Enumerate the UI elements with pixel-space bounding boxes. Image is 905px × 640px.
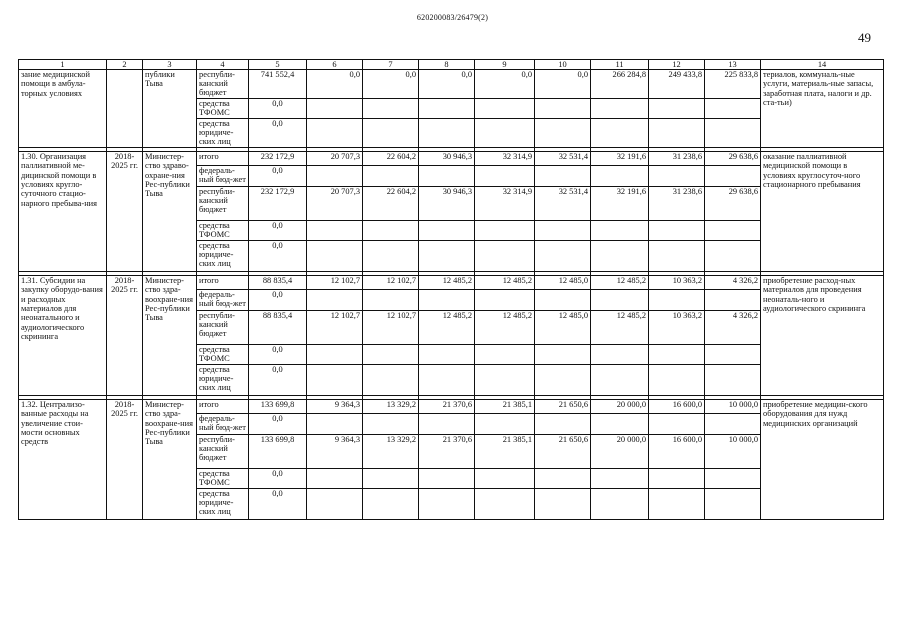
amount-cell (591, 468, 649, 488)
amount-cell (535, 468, 591, 488)
amount-cell (419, 165, 475, 186)
funding-source-cell: федераль-ный бюд-жет (197, 289, 249, 310)
amount-cell (475, 98, 535, 118)
amount-cell (307, 488, 363, 519)
column-number-cell: 12 (649, 60, 705, 70)
amount-cell: 0,0 (419, 70, 475, 99)
funding-source-cell: республи-канский бюджет (197, 186, 249, 220)
amount-cell (475, 289, 535, 310)
executor-cell: публики Тыва (143, 70, 197, 148)
amount-cell (307, 118, 363, 147)
amount-cell (591, 413, 649, 434)
amount-cell: 32 314,9 (475, 151, 535, 165)
amount-cell (307, 364, 363, 395)
amount-cell: 88 835,4 (249, 310, 307, 344)
amount-cell (363, 98, 419, 118)
amount-cell: 21 385,1 (475, 434, 535, 468)
amount-cell (535, 220, 591, 240)
funding-source-cell: итого (197, 151, 249, 165)
page-number: 49 (858, 30, 871, 45)
amount-cell (363, 468, 419, 488)
funding-source-cell: средства ТФОМС (197, 344, 249, 364)
table-row (19, 70, 884, 99)
amount-cell (307, 413, 363, 434)
amount-cell: 12 102,7 (363, 275, 419, 289)
amount-cell: 4 326,2 (705, 275, 761, 289)
amount-cell (649, 220, 705, 240)
result-cell: приобретение расход-ных материалов для проведения неонаталь-ного и аудиологического скрининга (761, 275, 884, 395)
amount-cell (475, 220, 535, 240)
amount-cell: 232 172,9 (249, 186, 307, 220)
amount-cell: 0,0 (249, 220, 307, 240)
column-number-cell: 1 (19, 60, 107, 70)
table-row (19, 151, 884, 165)
funding-source-cell: средства юридиче-ских лиц (197, 488, 249, 519)
funding-source-cell: средства юридиче-ских лиц (197, 240, 249, 271)
amount-cell (363, 413, 419, 434)
amount-cell: 13 329,2 (363, 399, 419, 413)
executor-cell: Министер-ство здраво-охране-ния Рес-публики Тыва (143, 151, 197, 271)
amount-cell: 31 238,6 (649, 151, 705, 165)
amount-cell: 10 000,0 (705, 399, 761, 413)
result-cell: приобретение медицин-ского оборудования для нужд медицинских организаций (761, 399, 884, 519)
amount-cell (363, 220, 419, 240)
amount-cell (535, 118, 591, 147)
amount-cell (363, 118, 419, 147)
amount-cell (705, 220, 761, 240)
funding-source-cell: республи-канский бюджет (197, 310, 249, 344)
amount-cell (705, 118, 761, 147)
amount-cell: 232 172,9 (249, 151, 307, 165)
amount-cell (705, 240, 761, 271)
amount-cell: 29 638,6 (705, 151, 761, 165)
column-number-cell: 14 (761, 60, 884, 70)
column-number-cell: 5 (249, 60, 307, 70)
amount-cell: 0,0 (475, 70, 535, 99)
amount-cell: 29 638,6 (705, 186, 761, 220)
amount-cell (535, 413, 591, 434)
amount-cell: 0,0 (249, 240, 307, 271)
amount-cell (419, 488, 475, 519)
amount-cell: 20 707,3 (307, 151, 363, 165)
amount-cell (535, 240, 591, 271)
amount-cell (535, 344, 591, 364)
amount-cell (705, 289, 761, 310)
amount-cell: 12 485,0 (535, 310, 591, 344)
amount-cell: 0,0 (307, 70, 363, 99)
amount-cell: 12 485,2 (591, 310, 649, 344)
amount-cell (649, 468, 705, 488)
amount-cell (705, 468, 761, 488)
amount-cell (475, 468, 535, 488)
amount-cell: 12 485,2 (419, 310, 475, 344)
amount-cell (591, 220, 649, 240)
amount-cell (307, 98, 363, 118)
amount-cell: 12 102,7 (307, 275, 363, 289)
amount-cell (705, 165, 761, 186)
amount-cell: 20 000,0 (591, 434, 649, 468)
amount-cell (591, 165, 649, 186)
result-cell: оказание паллиативной медицинской помощи в условиях круглосуточ-ного стационарного пребывания (761, 151, 884, 271)
amount-cell: 0,0 (249, 165, 307, 186)
amount-cell (419, 240, 475, 271)
amount-cell (535, 364, 591, 395)
amount-cell: 12 485,2 (419, 275, 475, 289)
amount-cell (591, 118, 649, 147)
amount-cell (705, 364, 761, 395)
amount-cell (475, 165, 535, 186)
amount-cell: 22 604,2 (363, 151, 419, 165)
amount-cell: 266 284,8 (591, 70, 649, 99)
amount-cell: 0,0 (363, 70, 419, 99)
amount-cell (363, 240, 419, 271)
amount-cell: 0,0 (249, 118, 307, 147)
amount-cell (649, 488, 705, 519)
amount-cell: 12 485,2 (591, 275, 649, 289)
column-number-cell: 6 (307, 60, 363, 70)
amount-cell: 9 364,3 (307, 399, 363, 413)
amount-cell: 10 000,0 (705, 434, 761, 468)
activity-cell: 1.31. Субсидии на закупку оборудо-вания и расходных материалов для неонатального и аудиологического скрининга (19, 275, 107, 395)
amount-cell (419, 118, 475, 147)
amount-cell (705, 413, 761, 434)
result-cell: териалов, коммуналь-ные услуги, материаль-ные запасы, заработная плата, налоги и др. ста-тьи) (761, 70, 884, 148)
amount-cell: 21 650,6 (535, 399, 591, 413)
activity-cell: зание медицинской помощи в амбула-торных условиях (19, 70, 107, 148)
amount-cell (705, 98, 761, 118)
amount-cell (363, 364, 419, 395)
amount-cell (419, 468, 475, 488)
amount-cell (475, 364, 535, 395)
amount-cell: 0,0 (535, 70, 591, 99)
column-number-cell: 3 (143, 60, 197, 70)
amount-cell: 88 835,4 (249, 275, 307, 289)
amount-cell (419, 344, 475, 364)
amount-cell (475, 413, 535, 434)
amount-cell: 133 699,8 (249, 399, 307, 413)
activity-cell: 1.32. Централизо-ванные расходы на увеличение стои-мости основных средств (19, 399, 107, 519)
amount-cell (363, 344, 419, 364)
amount-cell: 0,0 (249, 289, 307, 310)
amount-cell: 0,0 (249, 98, 307, 118)
amount-cell: 16 600,0 (649, 399, 705, 413)
column-number-cell: 13 (705, 60, 761, 70)
amount-cell (591, 98, 649, 118)
amount-cell: 133 699,8 (249, 434, 307, 468)
amount-cell (591, 289, 649, 310)
funding-source-cell: республи-канский бюджет (197, 434, 249, 468)
amount-cell: 249 433,8 (649, 70, 705, 99)
period-cell: 2018-2025 гг. (107, 275, 143, 395)
column-number-row (19, 60, 884, 70)
funding-source-cell: средства юридиче-ских лиц (197, 364, 249, 395)
amount-cell (307, 344, 363, 364)
amount-cell (307, 289, 363, 310)
document-id: 620200083/26479(2) (416, 13, 489, 22)
amount-cell (419, 289, 475, 310)
amount-cell (705, 344, 761, 364)
amount-cell (307, 220, 363, 240)
amount-cell (535, 289, 591, 310)
column-number-cell: 9 (475, 60, 535, 70)
period-cell: 2018-2025 гг. (107, 151, 143, 271)
amount-cell: 0,0 (249, 413, 307, 434)
column-number-cell: 7 (363, 60, 419, 70)
table-row (19, 275, 884, 289)
amount-cell (591, 344, 649, 364)
amount-cell: 0,0 (249, 488, 307, 519)
amount-cell: 21 385,1 (475, 399, 535, 413)
amount-cell: 13 329,2 (363, 434, 419, 468)
column-number-cell: 4 (197, 60, 249, 70)
period-cell: 2018-2025 гг. (107, 399, 143, 519)
amount-cell: 0,0 (249, 468, 307, 488)
amount-cell (419, 220, 475, 240)
amount-cell: 12 485,0 (535, 275, 591, 289)
amount-cell: 21 650,6 (535, 434, 591, 468)
amount-cell: 32 314,9 (475, 186, 535, 220)
amount-cell: 12 485,2 (475, 310, 535, 344)
amount-cell (307, 165, 363, 186)
amount-cell (307, 468, 363, 488)
funding-source-cell: федераль-ный бюд-жет (197, 165, 249, 186)
amount-cell: 20 000,0 (591, 399, 649, 413)
column-number-cell: 2 (107, 60, 143, 70)
amount-cell: 10 363,2 (649, 275, 705, 289)
funding-source-cell: республи-канский бюджет (197, 70, 249, 99)
amount-cell: 0,0 (249, 364, 307, 395)
amount-cell: 32 531,4 (535, 151, 591, 165)
amount-cell: 12 102,7 (363, 310, 419, 344)
amount-cell (535, 165, 591, 186)
amount-cell: 741 552,4 (249, 70, 307, 99)
amount-cell (649, 413, 705, 434)
amount-cell: 9 364,3 (307, 434, 363, 468)
amount-cell (475, 118, 535, 147)
amount-cell (363, 165, 419, 186)
amount-cell: 21 370,6 (419, 434, 475, 468)
amount-cell (475, 488, 535, 519)
budget-table (18, 59, 884, 520)
funding-source-cell: средства ТФОМС (197, 98, 249, 118)
amount-cell: 30 946,3 (419, 151, 475, 165)
amount-cell: 12 102,7 (307, 310, 363, 344)
amount-cell: 31 238,6 (649, 186, 705, 220)
amount-cell (591, 240, 649, 271)
amount-cell (475, 344, 535, 364)
amount-cell: 225 833,8 (705, 70, 761, 99)
amount-cell (705, 488, 761, 519)
amount-cell (591, 488, 649, 519)
amount-cell (363, 289, 419, 310)
executor-cell: Министер-ство здра-воохране-ния Рес-публики Тыва (143, 399, 197, 519)
funding-source-cell: итого (197, 399, 249, 413)
amount-cell: 16 600,0 (649, 434, 705, 468)
amount-cell (649, 289, 705, 310)
amount-cell (419, 413, 475, 434)
amount-cell (363, 488, 419, 519)
column-number-cell: 10 (535, 60, 591, 70)
amount-cell: 30 946,3 (419, 186, 475, 220)
funding-source-cell: итого (197, 275, 249, 289)
amount-cell: 22 604,2 (363, 186, 419, 220)
amount-cell: 12 485,2 (475, 275, 535, 289)
amount-cell: 10 363,2 (649, 310, 705, 344)
amount-cell (649, 364, 705, 395)
amount-cell (419, 98, 475, 118)
amount-cell: 32 191,6 (591, 186, 649, 220)
column-number-cell: 8 (419, 60, 475, 70)
table-row (19, 399, 884, 413)
amount-cell (419, 364, 475, 395)
activity-cell: 1.30. Организация паллиативной ме-дицинской помощи в условиях кругло-суточного стацио-нарного пребыва-ния (19, 151, 107, 271)
amount-cell (535, 98, 591, 118)
period-cell (107, 70, 143, 148)
amount-cell (649, 240, 705, 271)
amount-cell (591, 364, 649, 395)
funding-source-cell: средства ТФОМС (197, 220, 249, 240)
amount-cell: 21 370,6 (419, 399, 475, 413)
funding-source-cell: федераль-ный бюд-жет (197, 413, 249, 434)
amount-cell (649, 165, 705, 186)
amount-cell (307, 240, 363, 271)
amount-cell (649, 344, 705, 364)
amount-cell: 20 707,3 (307, 186, 363, 220)
amount-cell: 4 326,2 (705, 310, 761, 344)
funding-source-cell: средства юридиче-ских лиц (197, 118, 249, 147)
amount-cell: 0,0 (249, 344, 307, 364)
funding-source-cell: средства ТФОМС (197, 468, 249, 488)
table-body (19, 60, 884, 520)
amount-cell (649, 98, 705, 118)
amount-cell: 32 531,4 (535, 186, 591, 220)
amount-cell (649, 118, 705, 147)
executor-cell: Министер-ство здра-воохране-ния Рес-публики Тыва (143, 275, 197, 395)
column-number-cell: 11 (591, 60, 649, 70)
amount-cell (535, 488, 591, 519)
amount-cell: 32 191,6 (591, 151, 649, 165)
amount-cell (475, 240, 535, 271)
